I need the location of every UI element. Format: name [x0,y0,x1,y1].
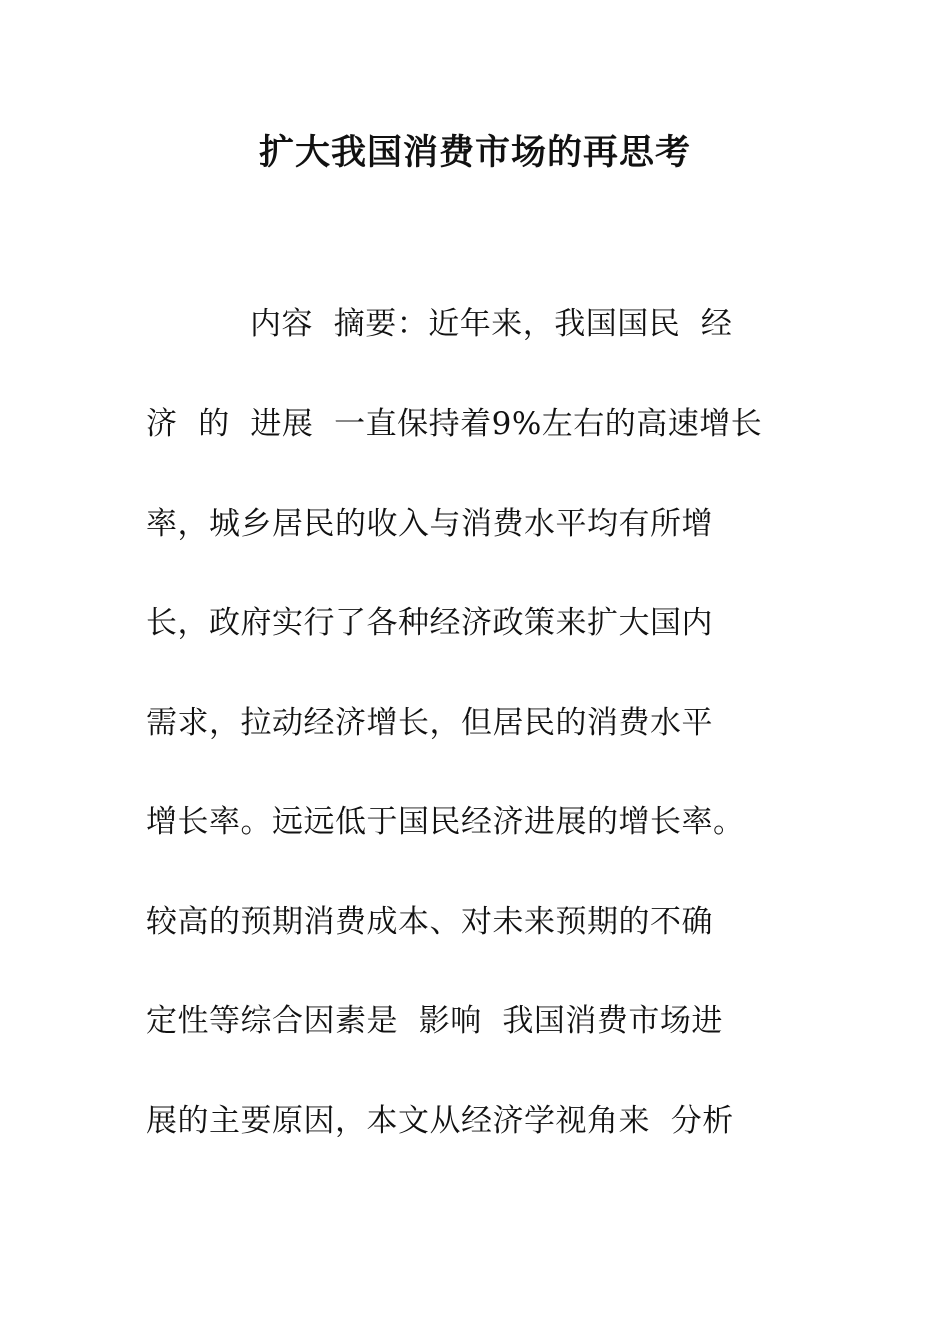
paragraph-line: 率，城乡居民的收入与消费水平均有所增 [146,506,713,542]
paragraph-line: 需求，拉动经济增长，但居民的消费水平 [146,705,713,741]
paragraph-line: 增长率。远远低于国民经济进展的增长率。 [146,804,745,840]
paragraph-line: 长，政府实行了各种经济政策来扩大国内 [146,605,713,641]
paragraph-line: 内容 摘要：近年来，我国国民 经 [250,306,733,342]
paragraph-line: 济 的 进展 一直保持着9%左右的高速增长 [146,406,763,442]
paragraph-line: 较高的预期消费成本、对未来预期的不确 [146,904,713,940]
paragraph-line: 展的主要原因，本文从经济学视角来 分析 [146,1103,734,1139]
document-title: 扩大我国消费市场的再思考 [258,132,691,173]
paragraph-line: 定性等综合因素是 影响 我国消费市场进 [146,1003,723,1039]
